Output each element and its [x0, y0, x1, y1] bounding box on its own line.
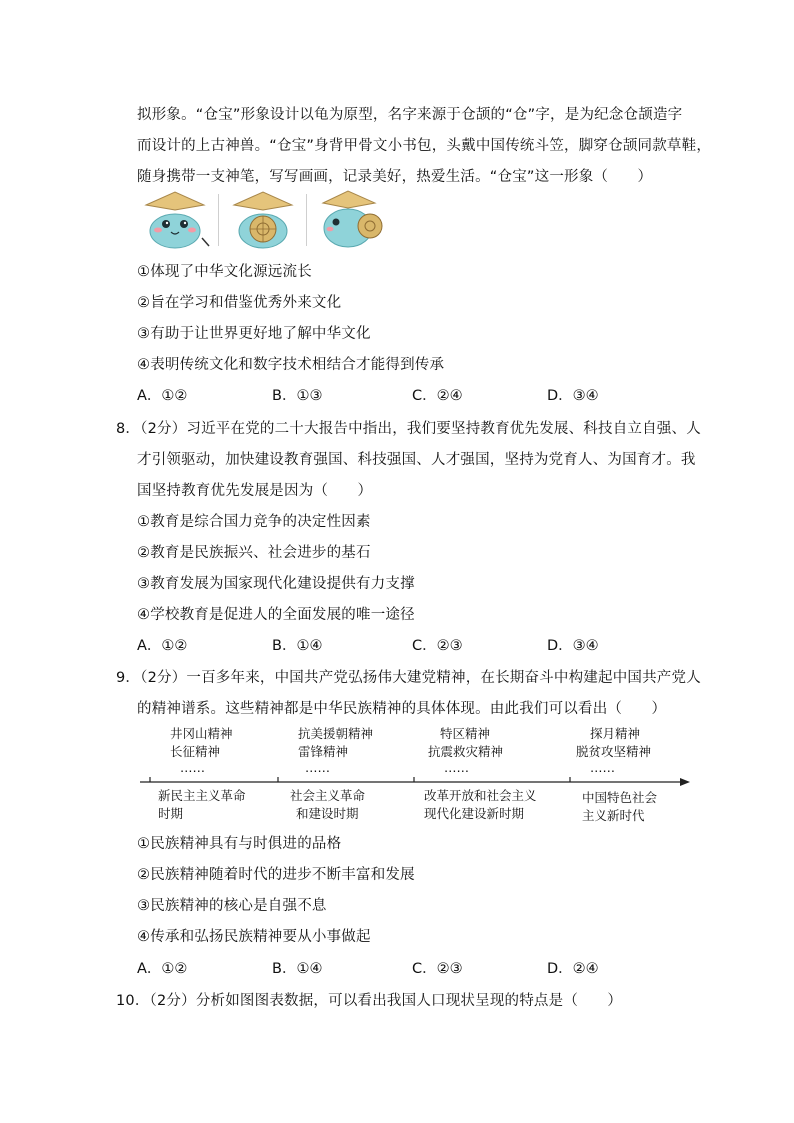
- image-divider: [306, 194, 307, 246]
- q9-text-line-1: 9．（2分）一百多年来，中国共产党弘扬伟大建党精神，在长期奋斗中构建起中国共产党人: [116, 670, 701, 686]
- timeline-period-3b: 现代化建设新时期: [424, 806, 525, 821]
- option-d[interactable]: D．③④: [547, 638, 599, 654]
- q7-statement-2: ②旨在学习和借鉴优秀外来文化: [137, 295, 342, 311]
- timeline-period-1a: 新民主主义革命: [158, 788, 246, 803]
- q7-text-line-1: 拟形象。“仓宝”形象设计以龟为原型，名字来源于仓颉的“仓”字，是为纪念仓颉造字: [137, 107, 683, 123]
- timeline-spirit-2a: 抗美援朝精神: [298, 726, 374, 741]
- cangbao-mascot-back-icon: [228, 190, 298, 250]
- q7-statement-4: ④表明传统文化和数字技术相结合才能得到传承: [137, 357, 445, 373]
- q9-statement-2: ②民族精神随着时代的进步不断丰富和发展: [137, 867, 415, 883]
- option-c[interactable]: C．②③: [412, 961, 463, 977]
- timeline-spirit-1c: ……: [180, 760, 205, 775]
- option-b[interactable]: B．①④: [272, 638, 323, 654]
- q7-text-line-3: 随身携带一支神笔，写写画画，记录美好，热爱生活。“仓宝”这一形象（ ）: [137, 169, 653, 185]
- timeline-spirit-2c: ……: [305, 760, 330, 775]
- q9-statement-1: ①民族精神具有与时俱进的品格: [137, 836, 342, 852]
- q7-answer-options: [137, 384, 737, 404]
- timeline-spirit-4b: 脱贫攻坚精神: [576, 744, 652, 759]
- q8-text-line-3: 国坚持教育优先发展是因为（ ）: [137, 483, 373, 499]
- option-c[interactable]: C．②③: [412, 638, 463, 654]
- q8-statement-1: ①教育是综合国力竞争的决定性因素: [137, 514, 371, 530]
- option-b[interactable]: B．①④: [272, 961, 323, 977]
- q8-text-line-2: 才引领驱动，加快建设教育强国、科技强国、人才强国，坚持为党育人、为国育才。我: [137, 452, 696, 468]
- q8-statement-3: ③教育发展为国家现代化建设提供有力支撑: [137, 576, 415, 592]
- q7-statement-1: ①体现了中华文化源远流长: [137, 264, 312, 280]
- q10-text-line-1: 10．（2分）分析如图图表数据，可以看出我国人口现状呈现的特点是（ ）: [116, 993, 623, 1009]
- q9-answer-options: [137, 957, 737, 977]
- spirit-timeline: [140, 722, 690, 822]
- timeline-spirit-3a: 特区精神: [440, 726, 491, 741]
- timeline-spirit-4a: 探月精神: [590, 726, 641, 741]
- q9-statement-3: ③民族精神的核心是自强不息: [137, 898, 327, 914]
- q7-statement-3: ③有助于让世界更好地了解中华文化: [137, 326, 371, 342]
- timeline-spirit-1a: 井冈山精神: [170, 726, 233, 741]
- image-divider: [218, 194, 219, 246]
- option-a[interactable]: A．①②: [137, 961, 188, 977]
- option-c[interactable]: C．②④: [412, 388, 463, 404]
- cangbao-mascot-images: [140, 190, 395, 250]
- option-d[interactable]: D．②④: [547, 961, 599, 977]
- timeline-period-2a: 社会主义革命: [290, 788, 366, 803]
- timeline-period-1b: 时期: [158, 806, 184, 821]
- timeline-period-2b: 和建设时期: [296, 806, 359, 821]
- option-a[interactable]: A．①②: [137, 388, 188, 404]
- timeline-spirit-3c: ……: [444, 760, 469, 775]
- q8-statement-4: ④学校教育是促进人的全面发展的唯一途径: [137, 607, 415, 623]
- option-a[interactable]: A．①②: [137, 638, 188, 654]
- q7-text-line-2: 而设计的上古神兽。“仓宝”身背甲骨文小书包，头戴中国传统斗笠，脚穿仓颉同款草鞋，: [137, 138, 712, 154]
- timeline-period-4b: 主义新时代: [582, 808, 645, 823]
- option-b[interactable]: B．①③: [272, 388, 323, 404]
- option-d[interactable]: D．③④: [547, 388, 599, 404]
- timeline-period-4a: 中国特色社会: [582, 790, 658, 805]
- timeline-spirit-3b: 抗震救灾精神: [428, 744, 504, 759]
- q9-text-line-2: 的精神谱系。这些精神都是中华民族精神的具体体现。由此我们可以看出（ ）: [137, 701, 667, 717]
- q9-statement-4: ④传承和弘扬民族精神要从小事做起: [137, 929, 371, 945]
- timeline-spirit-1b: 长征精神: [170, 744, 221, 759]
- timeline-period-3a: 改革开放和社会主义: [424, 788, 537, 803]
- timeline-spirit-4c: ……: [590, 760, 615, 775]
- cangbao-mascot-side-icon: [318, 190, 388, 250]
- timeline-spirit-2b: 雷锋精神: [298, 744, 349, 759]
- q8-statement-2: ②教育是民族振兴、社会进步的基石: [137, 545, 371, 561]
- cangbao-mascot-front-icon: [140, 190, 210, 250]
- q8-text-line-1: 8．（2分）习近平在党的二十大报告中指出，我们要坚持教育优先发展、科技自立自强、人: [116, 421, 701, 437]
- q8-answer-options: [137, 634, 737, 654]
